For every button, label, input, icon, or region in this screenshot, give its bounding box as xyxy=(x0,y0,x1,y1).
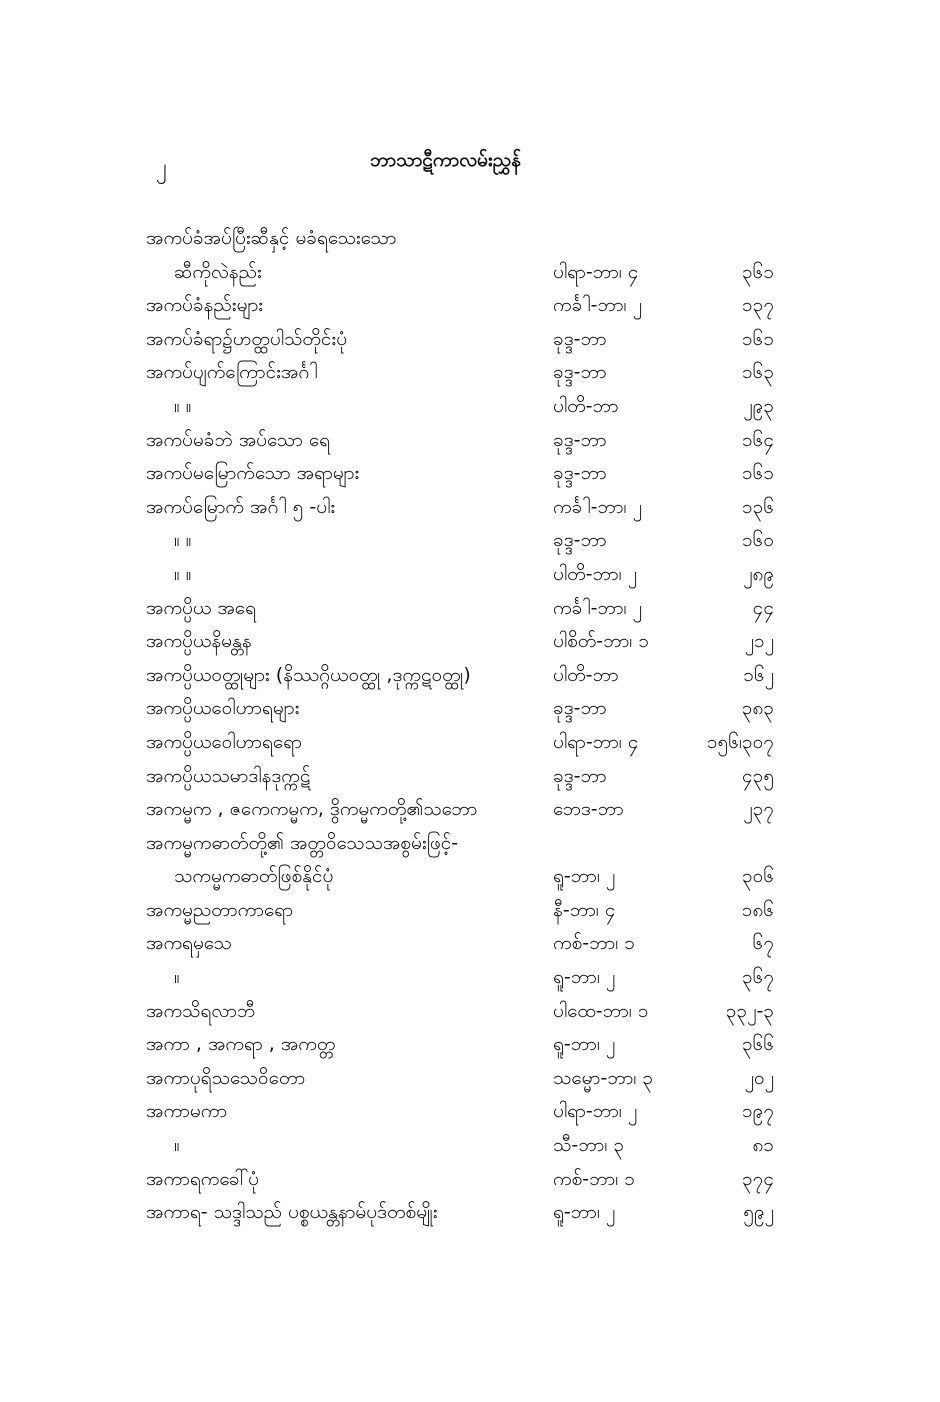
entry-source: ခုဒ္ဒ-ဘာ xyxy=(553,361,607,384)
entry-source: သီ-ဘာ၊ ၃ xyxy=(553,1134,625,1157)
entry-page: ၂၈၉ xyxy=(743,562,774,585)
ditto-mark: ။ ။ xyxy=(174,529,192,552)
entry-page: ၁၈၆ xyxy=(741,898,774,921)
index-entry xyxy=(0,760,940,794)
entry-source: ကင်္ခါ-ဘာ၊ ၂ xyxy=(553,596,642,619)
index-entry xyxy=(0,558,940,592)
ditto-mark: ။ xyxy=(174,966,180,989)
index-entry xyxy=(0,659,940,693)
entry-term: အကပ္ပိယနိမန္တန xyxy=(146,630,252,653)
index-entry-list xyxy=(0,222,940,1230)
index-entry xyxy=(0,1196,940,1230)
entry-page: ၃၃၂-၃ xyxy=(725,999,774,1022)
entry-term: အကပ္ပိယဝေါဟာရရော xyxy=(146,730,302,753)
index-entry xyxy=(0,860,940,894)
entry-source: ခုဒ္ဒ-ဘာ xyxy=(553,697,607,720)
entry-page: ၆၇ xyxy=(752,932,774,955)
index-entry xyxy=(0,256,940,290)
entry-term: အကာမကာ xyxy=(146,1100,228,1123)
index-entry xyxy=(0,524,940,558)
ditto-mark: ။ xyxy=(174,1134,180,1157)
page-title: ဘာသာဋီကာလမ်းညွှန် xyxy=(370,149,521,171)
entry-term: အကပ္ပိယဝေါဟာရများ xyxy=(146,697,300,720)
entry-term: အကပ်မခံဘဲ အပ်သော ရေ xyxy=(146,428,331,451)
index-entry xyxy=(0,1129,940,1163)
index-entry xyxy=(0,894,940,928)
entry-page: ၃၀၆ xyxy=(741,865,774,888)
entry-source: ကစ်-ဘာ၊ ၁ xyxy=(553,1167,635,1190)
index-entry xyxy=(0,390,940,424)
index-entry xyxy=(0,424,940,458)
entry-term: အကပ်ခံရာ၌ဟတ္ထပါသ်တိုင်းပုံ xyxy=(146,327,348,350)
entry-page: ၄၄ xyxy=(752,596,774,619)
entry-term: အကမ္မက , ဇကေကမ္မက, ဒွိကမ္မကတို့၏သဘော xyxy=(146,798,478,821)
entry-page: ၈၁ xyxy=(752,1134,774,1157)
index-entry xyxy=(0,491,940,525)
entry-term: ဆီကိုလဲနည်း xyxy=(174,260,262,283)
entry-source: ပါတိ-ဘာ xyxy=(553,394,619,417)
index-entry xyxy=(0,1062,940,1096)
entry-page: ၁၃၆ xyxy=(741,495,774,518)
entry-source: ရူ-ဘာ၊ ၂ xyxy=(553,966,616,989)
entry-source: ကစ်-ဘာ၊ ၁ xyxy=(553,932,635,955)
entry-page: ၂၁၂ xyxy=(744,630,774,653)
entry-page: ၁၆၀ xyxy=(741,529,774,552)
entry-source: ကင်္ခါ-ဘာ၊ ၂ xyxy=(553,495,642,518)
index-entry xyxy=(0,289,940,323)
entry-term: အကပ်ခံအပ်ပြီးဆီနှင့် မခံရသေးသော xyxy=(146,227,397,249)
index-entry xyxy=(0,927,940,961)
entry-source: ရူ-ဘာ၊ ၂ xyxy=(553,865,616,888)
entry-term: အကပ္ပိယဝတ္ထုများ (နိဿဂ္ဂိယဝတ္ထု ,ဒုက္ကဋဝတ္ထု) xyxy=(146,663,471,686)
page-number: ၂ xyxy=(156,155,167,180)
entry-term: အကမ္မညတာကာရော xyxy=(146,898,294,921)
entry-term: အကပ္ပိယ အရေ xyxy=(146,596,257,619)
entry-page: ၃၆၁ xyxy=(741,260,774,283)
entry-page: ၁၉၇ xyxy=(741,1100,774,1123)
entry-page: ၃၈၃ xyxy=(741,697,774,720)
ditto-mark: ။ ။ xyxy=(174,394,192,417)
entry-page: ၅၉၂ xyxy=(743,1201,774,1224)
entry-source: ခုဒ္ဒ-ဘာ xyxy=(553,462,607,485)
entry-page: ၂၃၇ xyxy=(743,798,774,821)
index-entry xyxy=(0,961,940,995)
index-entry xyxy=(0,222,940,256)
index-entry xyxy=(0,457,940,491)
entry-source: ပါရာ-ဘာ၊ ၂ xyxy=(553,1100,638,1123)
entry-term: အကပ်မမြောက်သော အရာများ xyxy=(146,462,360,485)
entry-term: သကမ္မကဓာတ်ဖြစ်နိုင်ပုံ xyxy=(174,865,334,888)
entry-term: အကာရကခေါ်ပုံ xyxy=(146,1167,260,1190)
entry-term: အကာရ- သဒ္ဒါသည် ပစ္စယန္တနာမ်ပုဒ်တစ်မျိုး xyxy=(146,1201,438,1224)
entry-source: ပါထေ-ဘာ၊ ၁ xyxy=(553,999,649,1022)
entry-page: ၂၉၃ xyxy=(743,394,774,417)
entry-term: အကရမှသေ xyxy=(146,932,232,955)
entry-term: အကမ္မကဓာတ်တို့၏ အတ္တဝိသေသအစွမ်းဖြင့်- xyxy=(146,831,459,854)
entry-page: ၄၃၅ xyxy=(741,764,774,787)
entry-page: ၃၆၇ xyxy=(741,966,774,989)
index-entry xyxy=(0,592,940,626)
entry-source: ရူ-ဘာ၊ ၂ xyxy=(553,1201,616,1224)
entry-page: ၁၆၁ xyxy=(741,327,774,350)
entry-source: ရူ-ဘာ၊ ၂ xyxy=(553,1033,616,1056)
index-entry xyxy=(0,356,940,390)
entry-source: ပါတိ-ဘာ၊ ၂ xyxy=(553,562,637,585)
index-entry xyxy=(0,995,940,1029)
entry-page: ၁၃၇ xyxy=(741,294,774,317)
entry-source: ခုဒ္ဒ-ဘာ xyxy=(553,529,607,552)
entry-page: ၁၆၃ xyxy=(741,361,774,384)
index-entry xyxy=(0,726,940,760)
index-entry xyxy=(0,1163,940,1197)
entry-source: သမ္မော-ဘာ၊ ၃ xyxy=(553,1066,654,1089)
index-entry xyxy=(0,1095,940,1129)
entry-term: အကာပုရိသသေဝိတော xyxy=(146,1066,306,1089)
entry-source: ပါတိ-ဘာ xyxy=(553,663,619,686)
entry-source: ခုဒ္ဒ-ဘာ xyxy=(553,428,607,451)
entry-source: ခုဒ္ဒ-ဘာ xyxy=(553,327,607,350)
entry-source: နီ-ဘာ၊ ၄ xyxy=(553,898,616,921)
index-entry xyxy=(0,625,940,659)
entry-source: ပါစိတ်-ဘာ၊ ၁ xyxy=(553,630,650,653)
entry-page: ၁၆၄ xyxy=(741,428,774,451)
entry-source: ခုဒ္ဒ-ဘာ xyxy=(553,764,607,787)
entry-page: ၂၀၂ xyxy=(744,1066,774,1089)
index-entry xyxy=(0,827,940,861)
entry-source: ဘေဒ-ဘာ xyxy=(553,798,624,821)
index-entry xyxy=(0,1028,940,1062)
entry-source: ကင်္ခါ-ဘာ၊ ၂ xyxy=(553,294,642,317)
index-entry xyxy=(0,692,940,726)
ditto-mark: ။ ။ xyxy=(174,562,192,585)
entry-term: အကပ်မြောက် အင်္ဂါ ၅ -ပါး xyxy=(146,495,336,518)
index-entry xyxy=(0,793,940,827)
entry-page: ၁၅၆၊၃၀၇ xyxy=(706,730,774,753)
entry-term: အကသိရလာဘီ xyxy=(146,999,256,1022)
entry-term: အကပ်ပျက်ကြောင်းအင်္ဂါ xyxy=(146,361,318,384)
entry-term: အကပ်ခံနည်းများ xyxy=(146,294,264,317)
entry-term: အကာ , အကရာ , အကတ္တ xyxy=(146,1033,336,1056)
entry-page: ၃၆၆ xyxy=(741,1033,774,1056)
index-entry xyxy=(0,323,940,357)
entry-page: ၃၇၄ xyxy=(741,1167,774,1190)
entry-page: ၁၆၁ xyxy=(741,462,774,485)
entry-source: ပါရာ-ဘာ၊ ၄ xyxy=(553,730,639,753)
entry-page: ၁၆၂ xyxy=(743,663,774,686)
entry-term: အကပ္ပိယသမာဒါနဒုက္ကဋ် xyxy=(146,764,311,787)
entry-source: ပါရာ-ဘာ၊ ၄ xyxy=(553,260,639,283)
